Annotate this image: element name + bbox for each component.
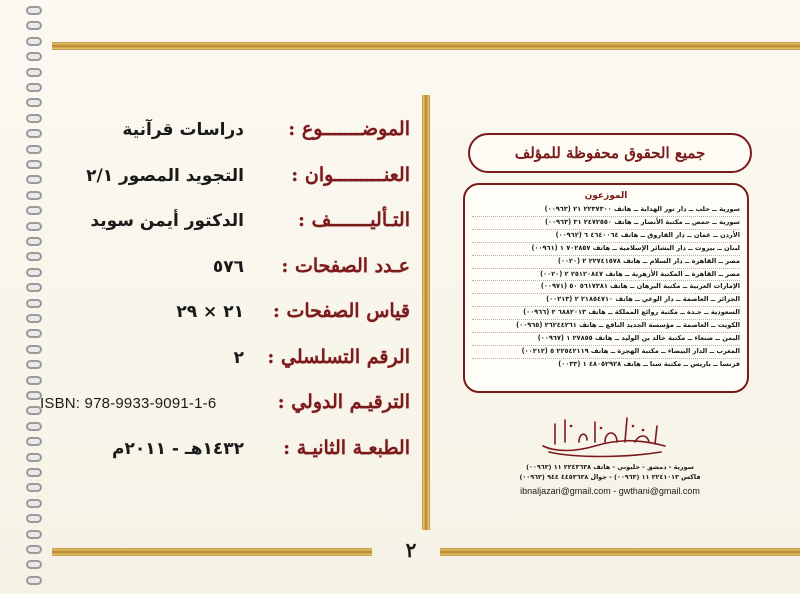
spiral-ring: [26, 68, 42, 77]
info-label: عـدد الصفحات :: [281, 254, 410, 277]
info-label: قياس الصفحات :: [272, 300, 410, 322]
info-value: ١٤٣٢هـ - ٢٠١١م: [112, 438, 244, 459]
distributors-box: [463, 183, 749, 393]
list-item: اليمن ــ صنعاء ــ مكتبة خالد بن الوليد ــ هاتف ٢٧٨٥٥ ١ (٠٠٩٦٧): [472, 333, 740, 346]
list-item: لبنان ــ بيروت ــ دار البشائر الإسلامية ــ هاتف ٧٠٢٨٥٧ ١ (٠٠٩٦١): [472, 243, 740, 256]
list-item: الجزائر ــ العاصمة ــ دار الوعي ــ هاتف ٢١٨٥٤٧١٠ ٢ (٠٠٢١٣): [472, 294, 740, 307]
list-item: سورية ــ حمص ــ مكتبة الأنصار ــ هاتف ٢٤٧٢٥٥٠ ٣١ (٠٠٩٦٣): [472, 217, 740, 230]
list-item: فرنسا ــ باريس ــ مكتبة سنا ــ هاتف ٤٨٠٥٢٩٢٨ ١ (٠٠٣٣): [558, 359, 740, 368]
info-value: دراسات قرآنية: [122, 120, 244, 140]
isbn-value: ISBN: 978-9933-9091-1-6: [40, 395, 217, 412]
list-item: الكويت ــ العاصمة ــ مؤسسة الجديد النافع ــ هاتف ٢٦٢٤٤٢٦١ (٠٠٩٦٥): [472, 320, 740, 333]
list-item: الأردن ــ عمان ــ دار الفاروق ــ هاتف ٤٦٤٠٠٦٤ ٦ (٠٠٩٦٢): [472, 230, 740, 243]
spiral-ring: [26, 6, 42, 15]
spiral-ring: [26, 37, 42, 46]
spiral-ring: [26, 98, 42, 107]
info-row-page-count: [40, 255, 410, 301]
info-row-serial-number: [40, 346, 410, 392]
info-value: ٢: [233, 347, 244, 368]
list-item: سورية ــ حلب ــ دار نور الهداية ــ هاتف ٢٢٣٧٣٠٠ ٢١ (٠٠٩٦٣): [472, 204, 740, 217]
spiral-ring: [26, 530, 42, 539]
top-ornament-rule: [52, 42, 800, 50]
spiral-ring: [26, 483, 42, 492]
list-item: المغرب ــ الدار البيضاء ــ مكتبة الهجرة ــ هاتف ٢٢٥٤٢١١٩ ٥ (٠٠٢١٢): [472, 346, 740, 359]
spiral-ring: [26, 83, 42, 92]
spiral-ring: [26, 560, 42, 569]
distributors-list: [472, 204, 740, 371]
info-row-edition: [40, 437, 410, 483]
spiral-ring: [26, 545, 42, 554]
list-item: الإمارات العربية ــ مكتبة البرهان ــ هاتف ٥٦١٧٣٨١ ٥٠ (٠٠٩٧١): [472, 281, 740, 294]
info-value: التجويد المصور ٢/١: [86, 165, 244, 186]
info-row-subject: [40, 118, 410, 164]
info-row-title: [40, 164, 410, 210]
spiral-ring: [26, 499, 42, 508]
publisher-email: ibnaljazari@gmail.com - gwthani@gmail.com: [520, 486, 700, 496]
info-label: التـأليـــــــف :: [298, 209, 410, 231]
publisher-address: سورية - دمشق - حلبوني - هاتف ٢٢٤٣٦٣٨ ١١ (٠٠٩٦٣): [526, 463, 694, 471]
info-value: ٢١ × ٢٩: [176, 302, 244, 322]
info-row-isbn: [40, 391, 410, 437]
info-value: ٥٧٦: [212, 256, 244, 277]
page-number: ٢: [405, 538, 417, 562]
book-info: [40, 118, 410, 482]
list-item: مصر ــ القاهرة ــ دار السلام ــ هاتف ٢٢٧٤١٥٧٨ ٢ (٠٠٢٠): [472, 256, 740, 269]
distributors-title: الموزعون: [584, 191, 628, 201]
publisher-phone-fax: فاكس ٢٢٤١٠١٣ ١١ (٠٠٩٦٣) - جوال ٤٤٥٣٦٣٨ ٩٤٤ (٠٠٩٦٣): [519, 473, 701, 481]
bottom-left-ornament-rule: [52, 548, 372, 556]
list-item: مصر ــ القاهرة ــ المكتبة الأزهرية ــ هاتف ٢٥١٢٠٨٤٧ ٢ (٠٠٢٠): [472, 269, 740, 282]
info-label: الطبعـة الثانيـة :: [283, 436, 410, 459]
spiral-ring: [26, 52, 42, 61]
spiral-ring: [26, 514, 42, 523]
copyright-banner: جميع الحقوق محفوظة للمؤلف: [468, 133, 752, 173]
info-label: الترقيـم الدولي :: [277, 391, 410, 413]
bottom-right-ornament-rule: [440, 548, 800, 556]
publisher-logo: [535, 412, 675, 460]
info-value: الدكتور أيمن سويد: [90, 211, 244, 231]
info-label: الموضـــــــوع :: [288, 118, 410, 140]
info-row-author: [40, 209, 410, 255]
info-label: العنـــــــــوان :: [291, 163, 410, 186]
spiral-ring: [26, 576, 42, 585]
info-row-page-size: [40, 300, 410, 346]
center-divider-rule: [422, 95, 430, 530]
info-label: الرقم التسلسلي :: [267, 345, 410, 368]
list-item: السعودية ــ جـدة ــ مكتبة روائع المملكة ــ هاتف ٦٨٨٢٠١٣ ٢ (٠٠٩٦٦): [472, 307, 740, 320]
spiral-ring: [26, 21, 42, 30]
publisher-contact: [470, 462, 750, 498]
